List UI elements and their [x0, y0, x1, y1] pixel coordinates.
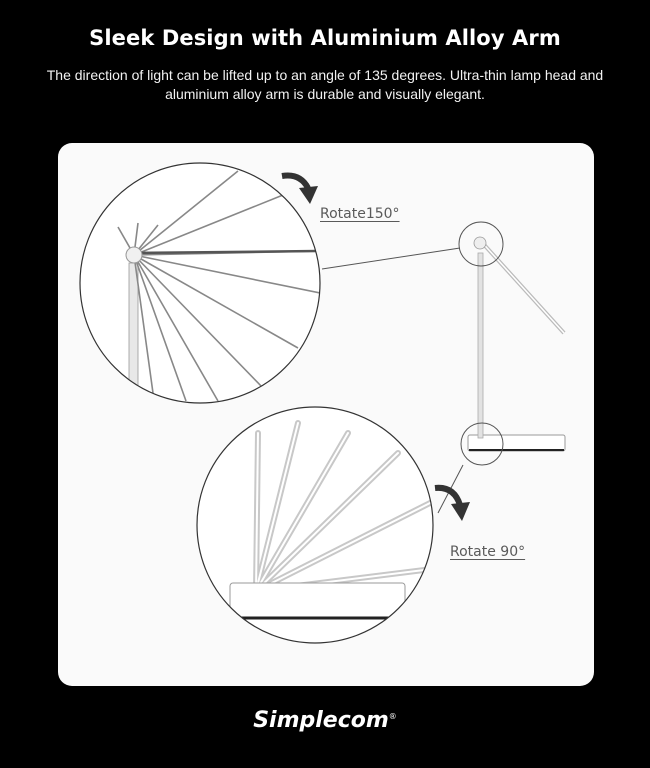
arm-rotation-label: Rotate 90° — [450, 544, 526, 560]
brand-name: Simplecom — [253, 708, 389, 733]
head-connector-line — [322, 248, 460, 269]
page-title: Sleek Design with Aluminium Alloy Arm — [89, 26, 561, 50]
head-zoom-circle — [80, 163, 320, 403]
lamp-full-view — [468, 237, 565, 451]
product-image-card — [58, 143, 594, 686]
head-rotation-label: Rotate150° — [320, 206, 400, 222]
trademark-symbol: ® — [388, 712, 397, 721]
lamp-illustration — [58, 143, 594, 686]
page-description: The direction of light can be lifted up to an angle of 135 degrees. Ultra-thin lamp head and aluminium alloy arm is durable and visually elegant. — [46, 67, 604, 102]
rotate-arrow-top — [282, 176, 308, 189]
brand-logo — [0, 708, 650, 733]
rotate-arrow-bottom — [435, 488, 460, 505]
